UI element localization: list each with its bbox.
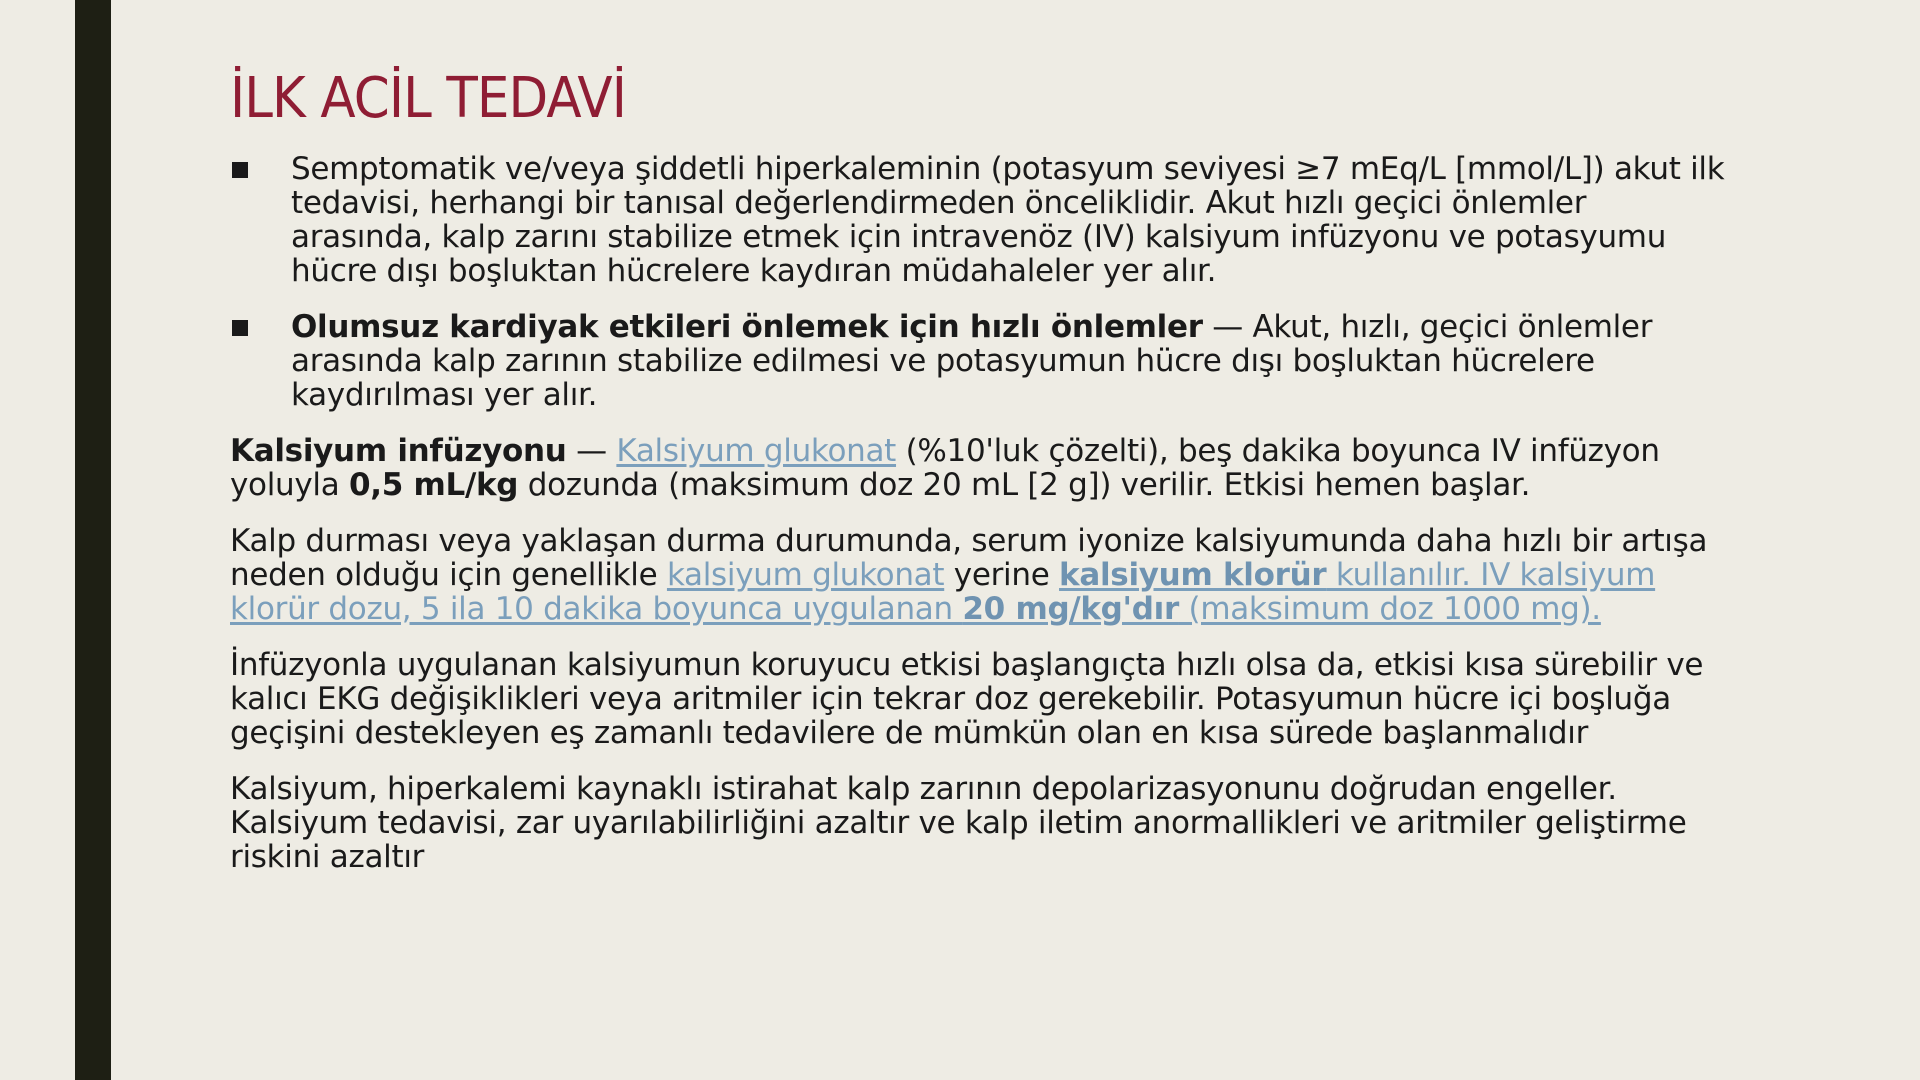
link-text: kullanılır. IV kalsiyum klorür dozu, 5 ila 10 dakika boyunca uygulanan	[230, 556, 1656, 627]
bullet-heading: Olumsuz kardiyak etkileri önlemek için hızlı önlemler	[291, 308, 1203, 345]
paragraph-cardiac-arrest	[230, 524, 1730, 626]
paragraph-text: yerine	[944, 556, 1060, 593]
paragraph-text: Kalp durması veya yaklaşan durma durumunda, serum iyonize kalsiyumunda daha hızlı bir artışa neden olduğu için genellikle	[230, 522, 1708, 593]
paragraph-heading: Kalsiyum infüzyonu	[230, 432, 567, 469]
link-bold-text: kalsiyum klorür	[1059, 556, 1327, 593]
dash-text: —	[566, 432, 617, 469]
paragraph-text: dozunda (maksimum doz 20 mL [2 g]) verilir. Etkisi hemen başlar.	[518, 466, 1531, 503]
dose-text: 0,5 mL/kg	[348, 466, 519, 503]
slide-title: İLK ACİL TEDAVİ	[230, 66, 627, 131]
bullet-text: Semptomatik ve/veya şiddetli hiperkaleminin (potasyum seviyesi ≥7 mEq/L [mmol/L]) akut ilk tedavisi, herhangi bir tanısal değerlendirmeden önceliklidir. Akut hızlı geçici önlemler arasında, kalp zarını stabilize etmek için intravenöz (IV) kalsiyum infüzyonu ve potasyumu hücre dışı boşluktan hücrelere kaydıran müdahaleler yer alır.	[291, 150, 1725, 289]
slide-content	[230, 68, 1730, 896]
calcium-gluconate-link[interactable]: Kalsiyum glukonat	[616, 432, 897, 469]
paragraph-text: (%10'luk çözelti), beş dakika boyunca IV infüzyon yoluyla	[230, 432, 1660, 503]
side-bar	[75, 0, 111, 1080]
bullet-item	[230, 310, 1730, 412]
paragraph-calcium-infusion	[230, 434, 1730, 502]
bullet-text: — Akut, hızlı, geçici önlemler arasında kalp zarının stabilize edilmesi ve potasyumun hücre dışı boşluktan hücrelere kaydırılması yer alır.	[291, 308, 1653, 413]
square-bullet-icon	[232, 162, 248, 178]
paragraph-infusion-effect: İnfüzyonla uygulanan kalsiyumun koruyucu etkisi başlangıçta hızlı olsa da, etkisi kısa sürebilir ve kalıcı EKG değişiklikleri veya aritmiler için tekrar doz gerekebilir. Potasyumun hücre içi boşluğa geçişini destekleyen eş zamanlı tedavilere de mümkün olan en kısa sürede başlanmalıdır	[230, 646, 1704, 751]
bullet-item	[230, 152, 1730, 288]
calcium-gluconate-link[interactable]: kalsiyum glukonat	[666, 556, 945, 593]
paragraph-mechanism: Kalsiyum, hiperkalemi kaynaklı istirahat kalp zarının depolarizasyonunu doğrudan engeller. Kalsiyum tedavisi, zar uyarılabilirliğini azaltır ve kalp iletim anormallikleri ve aritmiler geliştirme riskini azaltır	[230, 770, 1687, 875]
link-dose-text: 20 mg/kg'dır	[962, 590, 1179, 627]
link-text: (maksimum doz 1000 mg).	[1178, 590, 1601, 627]
square-bullet-icon	[232, 320, 248, 336]
